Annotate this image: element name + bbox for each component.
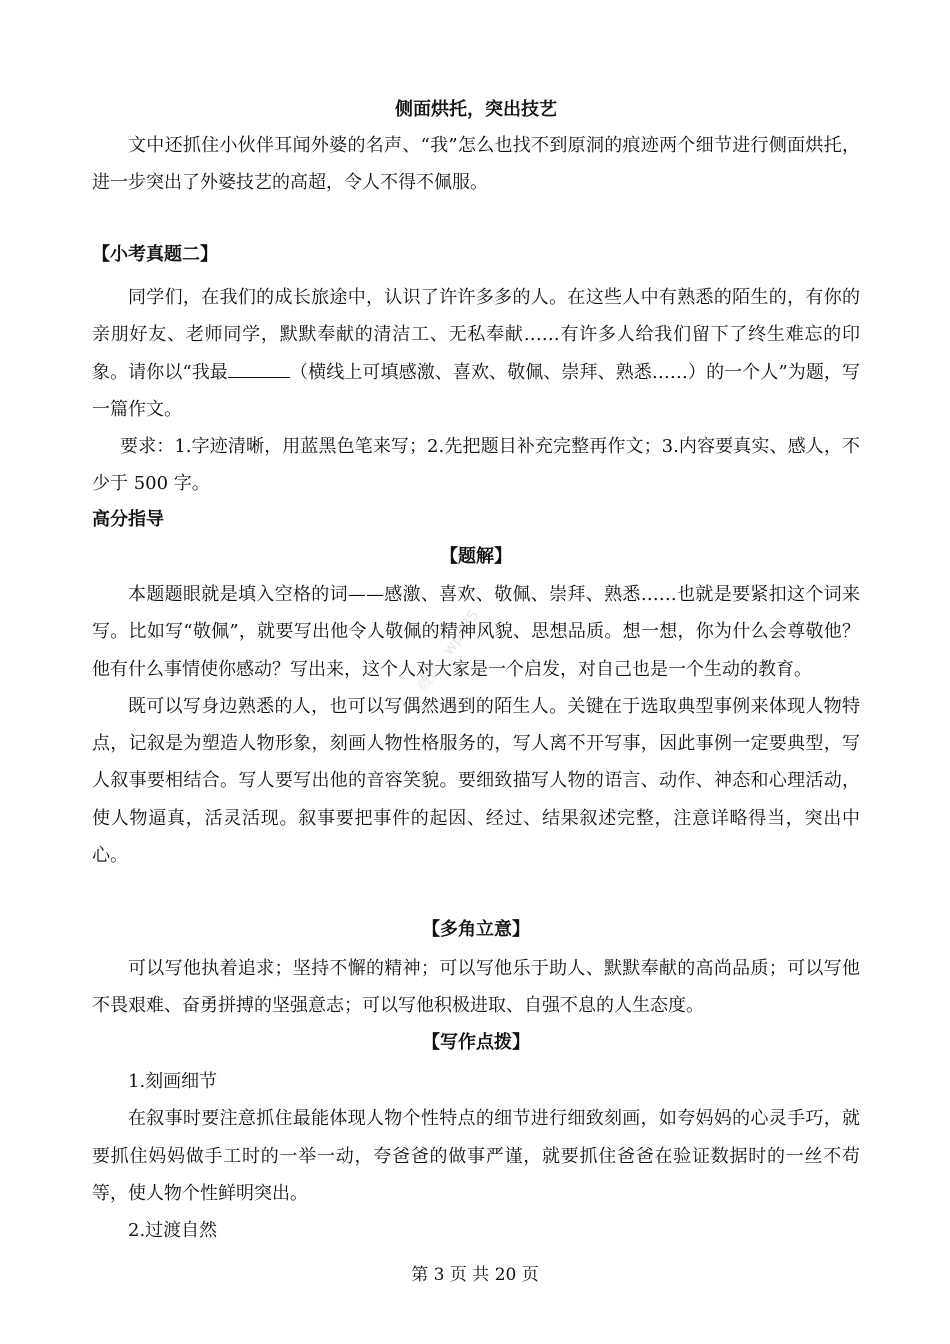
duojiao-block <box>92 950 860 1025</box>
guide-title: 高分指导 <box>92 509 164 530</box>
xiezuo-heading: 【写作点拨】 <box>422 1032 530 1053</box>
watermark: 微信：wp335 <box>413 606 483 696</box>
xiezuo-block <box>92 1063 860 1249</box>
exam-prompt-text-after-blank: （横线上可填感激、喜欢、敬佩、崇拜、熟悉……）的一个人”为题，写一篇作文。 <box>92 361 861 420</box>
fill-in-blank <box>228 359 290 378</box>
item1-title: 1.刻画细节 <box>128 1071 218 1092</box>
duojiao-paragraph: 可以写他执着追求；坚持不懈的精神；可以写他乐于助人、默默奉献的高尚品质；可以写他不畏艰难、奋勇拼搏的坚强意志；可以写他积极进取、自强不息的人生态度。 <box>92 958 860 1017</box>
section-title-side-contrast: 侧面烘托，突出技艺 <box>395 99 557 120</box>
tijie-paragraph-1: 本题题眼就是填入空格的词——感激、喜欢、敬佩、崇拜、熟悉……也就是要紧扣这个词来写。比如写“敬佩”，就要写出他令人敬佩的精神风貌、思想品质。想一想，你为什么会尊敬他？他有什么事情使你感动？写出来，这个人对大家是一个启发，对自己也是一个生动的教育。 <box>92 584 860 680</box>
exam-requirement: 要求：1.字迹清晰，用蓝黑色笔来写；2.先把题目补充完整再作文；3.内容要真实、感人，不少于 500 字。 <box>92 436 860 495</box>
exam-prompt-block <box>92 279 860 503</box>
exam-prompt-paragraph <box>92 279 860 428</box>
duojiao-heading: 【多角立意】 <box>422 919 530 940</box>
section1-paragraph: 文中还抓住小伙伴耳闻外婆的名声、“我”怎么也找不到原洞的痕迹两个细节进行侧面烘托，进一步突出了外婆技艺的高超，令人不得不佩服。 <box>92 135 860 194</box>
exam-prompt-text: 同学们，在我们的成长旅途中，认识了许许多多的人。在这些人中有熟悉的陌生的，有你的亲朋好友、老师同学，默默奉献的清洁工、无私奉献……有许多人给我们留下了终生难忘的印象。请你以“我最 <box>92 287 860 383</box>
tijie-heading: 【题解】 <box>440 546 512 567</box>
page-footer: 第 3 页 共 20 页 <box>411 1265 539 1285</box>
item1-paragraph: 在叙事时要注意抓住最能体现人物个性特点的细节进行细致刻画，如夸妈妈的心灵手巧，就要抓住妈妈做手工时的一举一动，夸爸爸的做事严谨，就要抓住爸爸在验证数据时的一丝不苟等，使人物个性鲜明突出。 <box>92 1108 860 1204</box>
section1-paragraph-block <box>92 127 860 202</box>
exam-title: 【小考真题二】 <box>92 244 218 265</box>
tijie-paragraph-2: 既可以写身边熟悉的人，也可以写偶然遇到的陌生人。关键在于选取典型事例来体现人物特点，记叙是为塑造人物形象，刻画人物性格服务的，写人离不开写事，因此事例一定要典型，写人叙事要相结合。写人要写出他的音容笑貌。要细致描写人物的语言、动作、神态和心理活动，使人物逼真，活灵活现。叙事要把事件的起因、经过、结果叙述完整，注意详略得当，突出中心。 <box>92 695 860 867</box>
item2-title: 2.过渡自然 <box>128 1220 218 1242</box>
